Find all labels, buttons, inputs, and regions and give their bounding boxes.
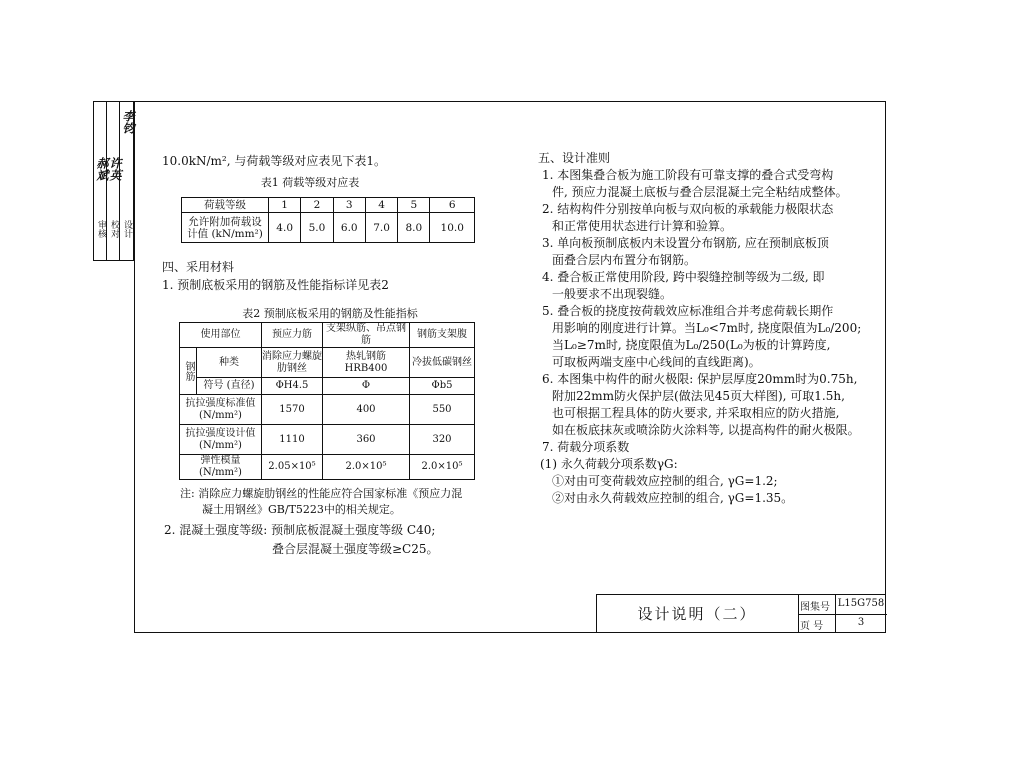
criteria-line: 2. 结构构件分别按单向板与双向板的承载能力极限状态 xyxy=(542,202,834,216)
sidebar-label-review: 审核 xyxy=(96,220,106,238)
t2-tensile-des-value: 320 xyxy=(410,425,475,455)
t2-tensile-std-value: 1570 xyxy=(262,395,323,425)
table2-note-line2: 凝土用钢丝》GB/T5223中的相关规定。 xyxy=(202,503,401,516)
t2-symbol-support: Φ xyxy=(323,378,410,395)
sidebar-label-design: 设计 xyxy=(122,220,132,238)
title-block xyxy=(596,594,886,633)
table1-grade: 6 xyxy=(430,198,475,213)
t2-header-support: 支架纵筋、吊点钢筋 xyxy=(323,323,410,348)
criteria-line: 如在板底抹灰或喷涂防火涂料等, 以提高构件的耐火极限。 xyxy=(552,423,860,437)
table1-load-label: 允许附加荷载设 计值 (kN/mm²) xyxy=(182,213,269,243)
table1-grade: 2 xyxy=(301,198,333,213)
criteria-line: 也可根据工程具体的防火要求, 并采取相应的防火措施, xyxy=(552,406,840,420)
criteria-line: 6. 本图集中构件的耐火极限: 保护层厚度20mm时为0.75h, xyxy=(542,372,858,386)
table1-load-value: 7.0 xyxy=(365,213,397,243)
table1-header-label: 荷载等级 xyxy=(182,198,269,213)
t2-elastic-value: 2.0×10⁵ xyxy=(323,455,410,480)
criteria-line: 4. 叠合板正常使用阶段, 跨中裂缝控制等级为二级, 即 xyxy=(542,270,825,284)
t2-tensile-std-value: 550 xyxy=(410,395,475,425)
table2-note-line1: 注: 消除应力螺旋肋钢丝的性能应符合国家标准《预应力混 xyxy=(180,487,463,500)
table1-load-value: 6.0 xyxy=(333,213,365,243)
design-criteria-section xyxy=(538,150,878,507)
intro-line: 10.0kN/m², 与荷载等级对应表见下表1。 xyxy=(162,154,386,168)
t2-tensile-des-value: 1110 xyxy=(262,425,323,455)
criteria-line: 件, 预应力混凝土底板与叠合层混凝土完全粘结成整体。 xyxy=(552,185,848,199)
t2-type-prestress: 消除应力螺旋肋钢丝 xyxy=(262,348,323,378)
criteria-line: 用影响的刚度进行计算。当L₀<7m时, 挠度限值为L₀/200; xyxy=(552,321,862,335)
section4-title: 四、采用材料 xyxy=(162,260,235,274)
page-number-label: 页 号 xyxy=(800,621,824,632)
criteria-line: (1) 永久荷载分项系数γG: xyxy=(540,457,678,471)
material-item2-line1: 2. 混凝土强度等级: 预制底板混凝土强度等级 C40; xyxy=(164,523,436,537)
drawing-title: 设计说明（二） xyxy=(637,605,757,623)
criteria-line: 3. 单向板预制底板内未设置分布钢筋, 应在预制底板顶 xyxy=(542,236,829,250)
t2-header-truss: 钢筋支架腹 xyxy=(410,323,475,348)
t2-tensile-des-label: 抗拉强度设计值 (N/mm²) xyxy=(180,425,262,455)
atlas-number-value: L15G758 xyxy=(837,598,885,609)
material-item2-line2: 叠合层混凝土强度等级≥C25。 xyxy=(272,542,439,556)
t2-elastic-value: 2.0×10⁵ xyxy=(410,455,475,480)
t2-type-truss: 冷拔低碳钢丝 xyxy=(410,348,475,378)
t2-symbol-truss: Φb5 xyxy=(410,378,475,395)
criteria-line: 附加22mm防火保护层(做法见45页大样图), 可取1.5h, xyxy=(552,389,845,403)
table1-grade: 1 xyxy=(269,198,301,213)
signature-sidebar xyxy=(93,101,134,261)
t2-elastic-value: 2.05×10⁵ xyxy=(262,455,323,480)
t2-type-support: 热轧钢筋 HRB400 xyxy=(323,348,410,378)
criteria-line: 面叠合层内布置分布钢筋。 xyxy=(552,253,697,267)
table1-load-value: 8.0 xyxy=(398,213,430,243)
t2-symbol-prestress: ΦH4.5 xyxy=(262,378,323,395)
table2-caption: 表2 预制底板采用的钢筋及性能指标 xyxy=(242,307,418,320)
criteria-line: 可取板两端支座中心线间的直线距离)。 xyxy=(552,355,761,369)
table1-grade: 5 xyxy=(398,198,430,213)
table1-caption: 表1 荷载等级对应表 xyxy=(260,176,360,189)
t2-tensile-des-value: 360 xyxy=(323,425,410,455)
criteria-line: ②对由永久荷载效应控制的组合, γG=1.35。 xyxy=(552,491,794,505)
criteria-line: 当L₀≥7m时, 挠度限值为L₀/250(L₀为板的计算跨度, xyxy=(552,338,831,352)
table1-load-value: 10.0 xyxy=(430,213,475,243)
atlas-number-label: 图集号 xyxy=(800,602,830,613)
sidebar-label-check: 校对 xyxy=(109,220,119,238)
criteria-line: 一般要求不出现裂缝。 xyxy=(552,287,673,301)
signature-design: 李钧 xyxy=(121,110,135,134)
signature-check: 许英 xyxy=(108,157,122,181)
criteria-line: 5. 叠合板的挠度按荷载效应标准组合并考虑荷载长期作 xyxy=(542,304,834,318)
table1-grade: 3 xyxy=(333,198,365,213)
criteria-line: 1. 本图集叠合板为施工阶段有可靠支撑的叠合式受弯构 xyxy=(542,168,834,182)
t2-tensile-std-label: 抗拉强度标准值 (N/mm²) xyxy=(180,395,262,425)
t2-tensile-std-value: 400 xyxy=(323,395,410,425)
t2-symbol-label: 符号 (直径) xyxy=(197,378,262,395)
table1-load-value: 4.0 xyxy=(269,213,301,243)
page-number-value: 3 xyxy=(857,617,865,628)
table1-load-value: 5.0 xyxy=(301,213,333,243)
t2-steel-label: 钢筋 xyxy=(180,348,197,395)
t2-elastic-label: 弹性模量 (N/mm²) xyxy=(180,455,262,480)
t2-type-label: 种类 xyxy=(197,348,262,378)
table1-grade: 4 xyxy=(365,198,397,213)
steel-properties-table xyxy=(179,322,475,480)
criteria-line: 和正常使用状态进行计算和验算。 xyxy=(552,219,733,233)
signature-review: 郝斌 xyxy=(95,157,109,181)
criteria-line: 7. 荷载分项系数 xyxy=(542,440,630,454)
t2-header-prestress: 预应力筋 xyxy=(262,323,323,348)
t2-header-part: 使用部位 xyxy=(180,323,262,348)
load-grade-table xyxy=(181,197,475,243)
section5-title: 五、设计准则 xyxy=(538,151,611,165)
material-item1: 1. 预制底板采用的钢筋及性能指标详见表2 xyxy=(162,278,389,292)
criteria-line: ①对由可变荷载效应控制的组合, γG=1.2; xyxy=(552,474,778,488)
